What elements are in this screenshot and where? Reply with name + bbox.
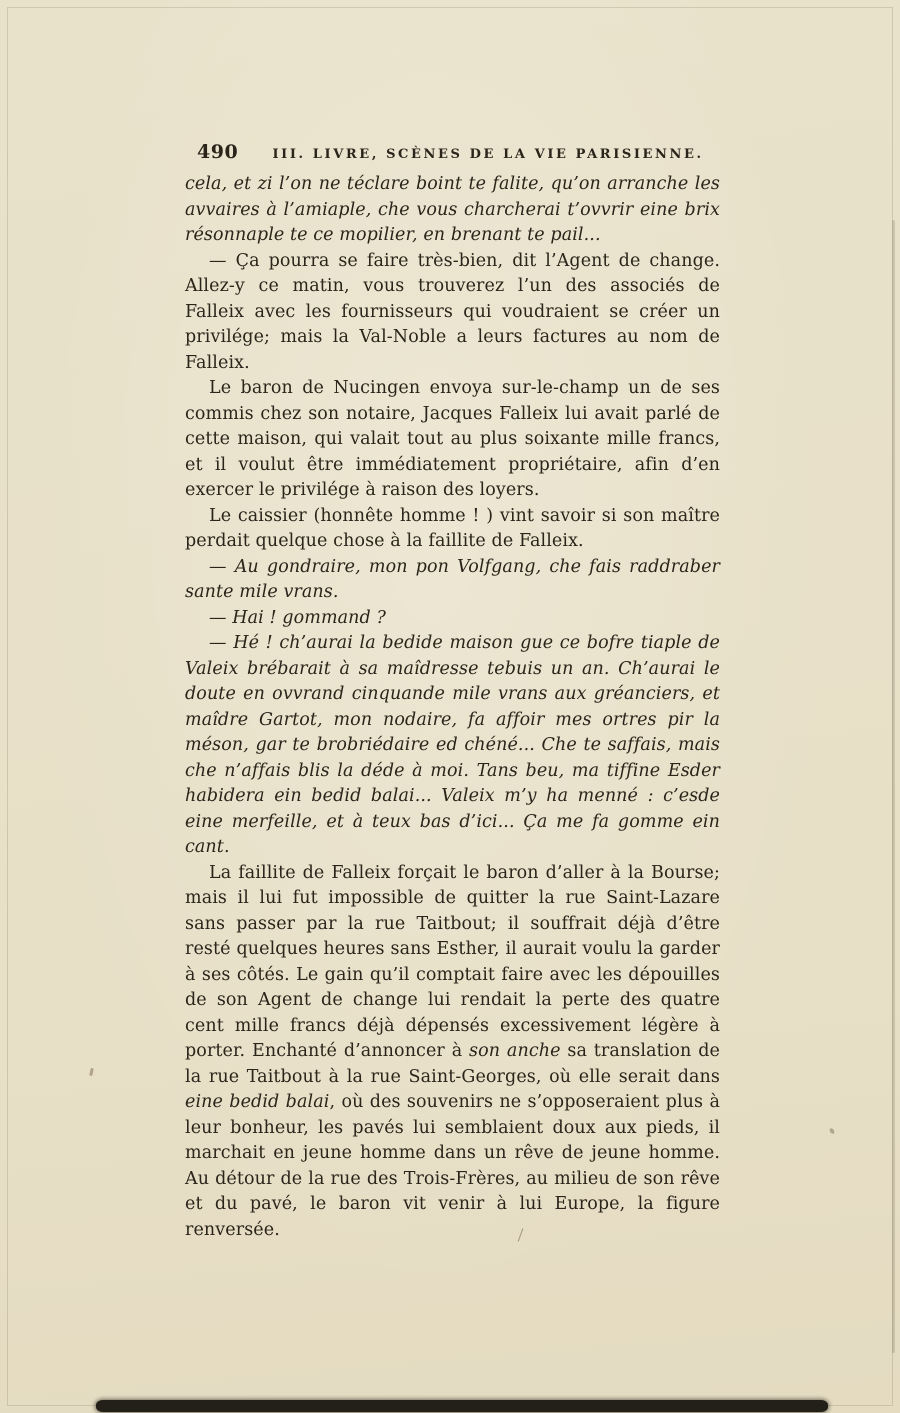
italic-run: — Au gondraire, mon pon Volfgang, che fais raddraber sante mile vrans. <box>185 556 720 602</box>
paragraph <box>185 861 720 1244</box>
italic-run: eine bedid balai <box>185 1092 330 1112</box>
running-header-title: III. LIVRE, SCÈNES DE LA VIE PARISIENNE. <box>272 147 704 162</box>
page-number: 490 <box>197 141 239 163</box>
text-run: La faillite de Falleix forçait le baron d’aller à la Bourse; mais il lui fut impossible de quitter la rue Saint-Lazare sans passer par la rue Taitbout; il souffrait déjà d’être resté quelques heures sans Esther, il aurait voulu la garder à ses côtés. Le gain qu’il comptait faire avec les dépouilles de son Agent de change lui rendait la perte des quatre cent mille francs déjà dépensés excessivement légère à porter. Enchanté d’annoncer à <box>185 862 720 1061</box>
text-run: — Ça pourra se faire très-bien, dit l’Agent de change. Allez-y ce matin, vous trouverez l’un des associés de Falleix avec les fournisseurs qui voudraient se créer un privilége; mais la Val-Noble a leurs factures au nom de Falleix. <box>185 250 720 373</box>
paragraph <box>185 249 720 377</box>
text-run: Le caissier (honnête homme ! ) vint savoir si son maître perdait quelque chose à la faillite de Falleix. <box>185 505 720 551</box>
paragraph <box>185 504 720 555</box>
italic-run: — Hé ! ch’aurai la bedide maison gue ce bofre tiaple de Valeix brébarait à sa maîdresse tebuis un an. Ch’aurai le doute en ovvrand cinquande mile vrans aux gréanciers, et maîdre Gartot, mon nodaire, fa affoir mes ortres pir la méson, gar te brobriédaire ed chéné... Che te saffais, mais che n’affais blis la déde à moi. Tans beu, ma tiffine Esder habidera ein bedid balai... Valeix m’y ha menné : c’esde eine merfeille, et à teux bas d’ici... Ça me fa gomme ein cant. <box>185 633 720 857</box>
text-run: , où des souvenirs ne s’opposeraient plus à leur bonheur, les pavés lui semblaient doux aux pieds, il marchait en jeune homme dans un rêve de jeune homme. Au détour de la rue des Trois-Frères, au milieu de son rêve et du pavé, le baron vit venir à lui Europe, la figure renversée. <box>185 1092 720 1240</box>
italic-run: son anche <box>469 1041 561 1061</box>
paragraph <box>185 376 720 504</box>
running-head <box>185 141 720 163</box>
page-text <box>185 172 720 1243</box>
paragraph <box>185 631 720 861</box>
text-run: sa translation de la rue Taitbout à la rue Saint-Georges, où elle serait dans <box>185 1041 720 1087</box>
italic-run: cela, et zi l’on ne téclare boint te falite, qu’on arranche les avvaires à l’amiaple, che vous charcherai t’ovvrir eine brix résonnaple te ce mopilier, en brenant te pail... <box>185 174 720 245</box>
italic-run: — Hai ! gommand ? <box>209 607 386 628</box>
text-run: Le baron de Nucingen envoya sur-le-champ un de ses commis chez son notaire, Jacques Falleix lui avait parlé de cette maison, qui valait tout au plus soixante mille francs, et il voulut être immédiatement propriétaire, afin d’en exercer le privilége à raison des loyers. <box>185 378 720 500</box>
paragraph <box>185 172 720 249</box>
scan-bottom-edge <box>96 1400 828 1412</box>
paragraph <box>185 555 720 606</box>
paragraph <box>185 606 720 632</box>
